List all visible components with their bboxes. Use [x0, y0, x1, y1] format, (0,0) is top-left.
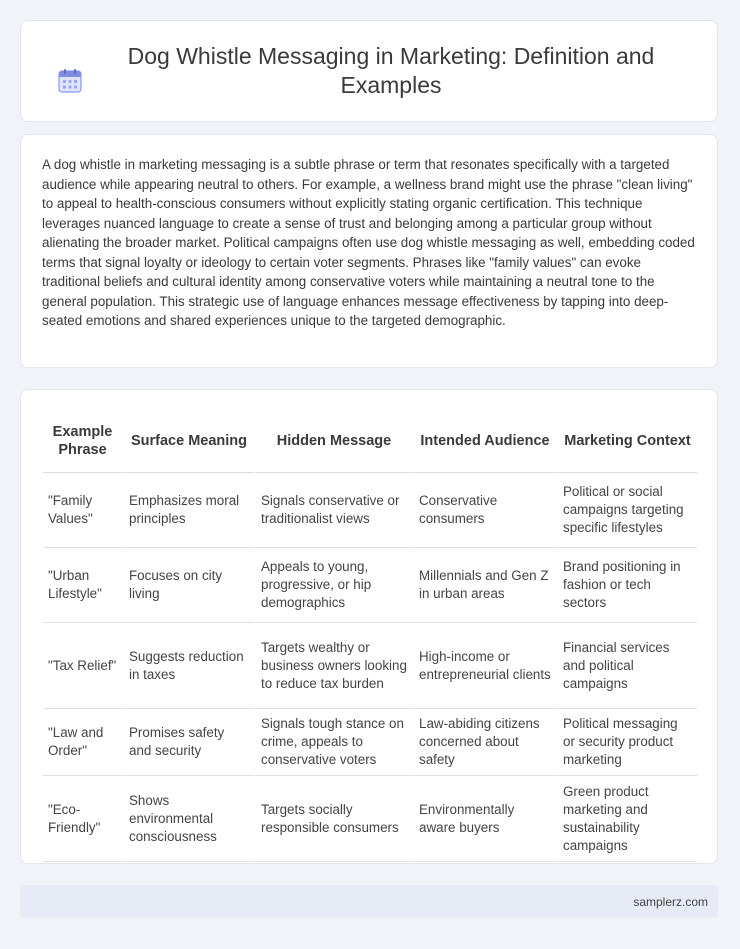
table-card	[20, 389, 718, 864]
cell-surface-meaning: Emphasizes moral principles	[122, 473, 254, 548]
cell-intended-audience: Law-abiding citizens concerned about safety	[412, 709, 556, 776]
table-row	[43, 473, 697, 548]
table-header-row	[43, 410, 697, 473]
cell-marketing-context: Political messaging or security product marketing	[556, 709, 697, 776]
cell-marketing-context: Financial services and political campaigns	[556, 623, 697, 709]
cell-surface-meaning: Suggests reduction in taxes	[122, 623, 254, 709]
footer-site-link[interactable]: samplerz.com	[633, 894, 708, 909]
intro-card	[20, 134, 718, 368]
header-hidden-message: Hidden Message	[254, 410, 412, 473]
examples-table	[43, 410, 697, 862]
cell-hidden-message: Appeals to young, progressive, or hip demographics	[254, 548, 412, 623]
header-example-phrase: Example Phrase	[43, 410, 122, 473]
footer	[20, 885, 718, 918]
header-surface-meaning: Surface Meaning	[122, 410, 254, 473]
title-wrap	[49, 42, 689, 100]
cell-marketing-context: Brand positioning in fashion or tech sectors	[556, 548, 697, 623]
table-row	[43, 623, 697, 709]
cell-hidden-message: Targets socially responsible consumers	[254, 776, 412, 862]
cell-marketing-context: Green product marketing and sustainability campaigns	[556, 776, 697, 862]
cell-intended-audience: Conservative consumers	[412, 473, 556, 548]
intro-paragraph: A dog whistle in marketing messaging is a subtle phrase or term that resonates specifically with a targeted audience while appearing neutral to others. For example, a wellness brand might use the phrase "clean living" to appeal to health-conscious consumers without explicitly stating organic certification. This technique leverages nuanced language to create a sense of trust and belonging among a particular group without alienating the broader market. Political campaigns often use dog whistle messaging as well, embedding coded terms that signal loyalty or ideology to certain voter segments. Phrases like "family values" can evoke traditional beliefs and cultural identity among conservative voters while maintaining a neutral tone to the general population. This strategic use of language enhances message effectiveness by tapping into deep-seated emotions and shared experiences unique to the targeted demographic.	[42, 157, 695, 328]
cell-surface-meaning: Promises safety and security	[122, 709, 254, 776]
cell-surface-meaning: Focuses on city living	[122, 548, 254, 623]
cell-example-phrase: "Urban Lifestyle"	[43, 548, 122, 623]
cell-surface-meaning: Shows environmental consciousness	[122, 776, 254, 862]
cell-example-phrase: "Tax Relief"	[43, 623, 122, 709]
cell-hidden-message: Signals conservative or traditionalist views	[254, 473, 412, 548]
table-row	[43, 776, 697, 862]
table-row	[43, 548, 697, 623]
cell-intended-audience: Environmentally aware buyers	[412, 776, 556, 862]
cell-example-phrase: "Law and Order"	[43, 709, 122, 776]
header-intended-audience: Intended Audience	[412, 410, 556, 473]
cell-example-phrase: "Eco-Friendly"	[43, 776, 122, 862]
cell-intended-audience: Millennials and Gen Z in urban areas	[412, 548, 556, 623]
cell-marketing-context: Political or social campaigns targeting specific lifestyles	[556, 473, 697, 548]
table-row	[43, 709, 697, 776]
calendar-icon	[57, 68, 83, 94]
cell-example-phrase: "Family Values"	[43, 473, 122, 548]
cell-intended-audience: High-income or entrepreneurial clients	[412, 623, 556, 709]
cell-hidden-message: Signals tough stance on crime, appeals to conservative voters	[254, 709, 412, 776]
page-title: Dog Whistle Messaging in Marketing: Definition and Examples	[127, 43, 655, 98]
title-card	[20, 20, 718, 122]
cell-hidden-message: Targets wealthy or business owners looking to reduce tax burden	[254, 623, 412, 709]
header-marketing-context: Marketing Context	[556, 410, 697, 473]
